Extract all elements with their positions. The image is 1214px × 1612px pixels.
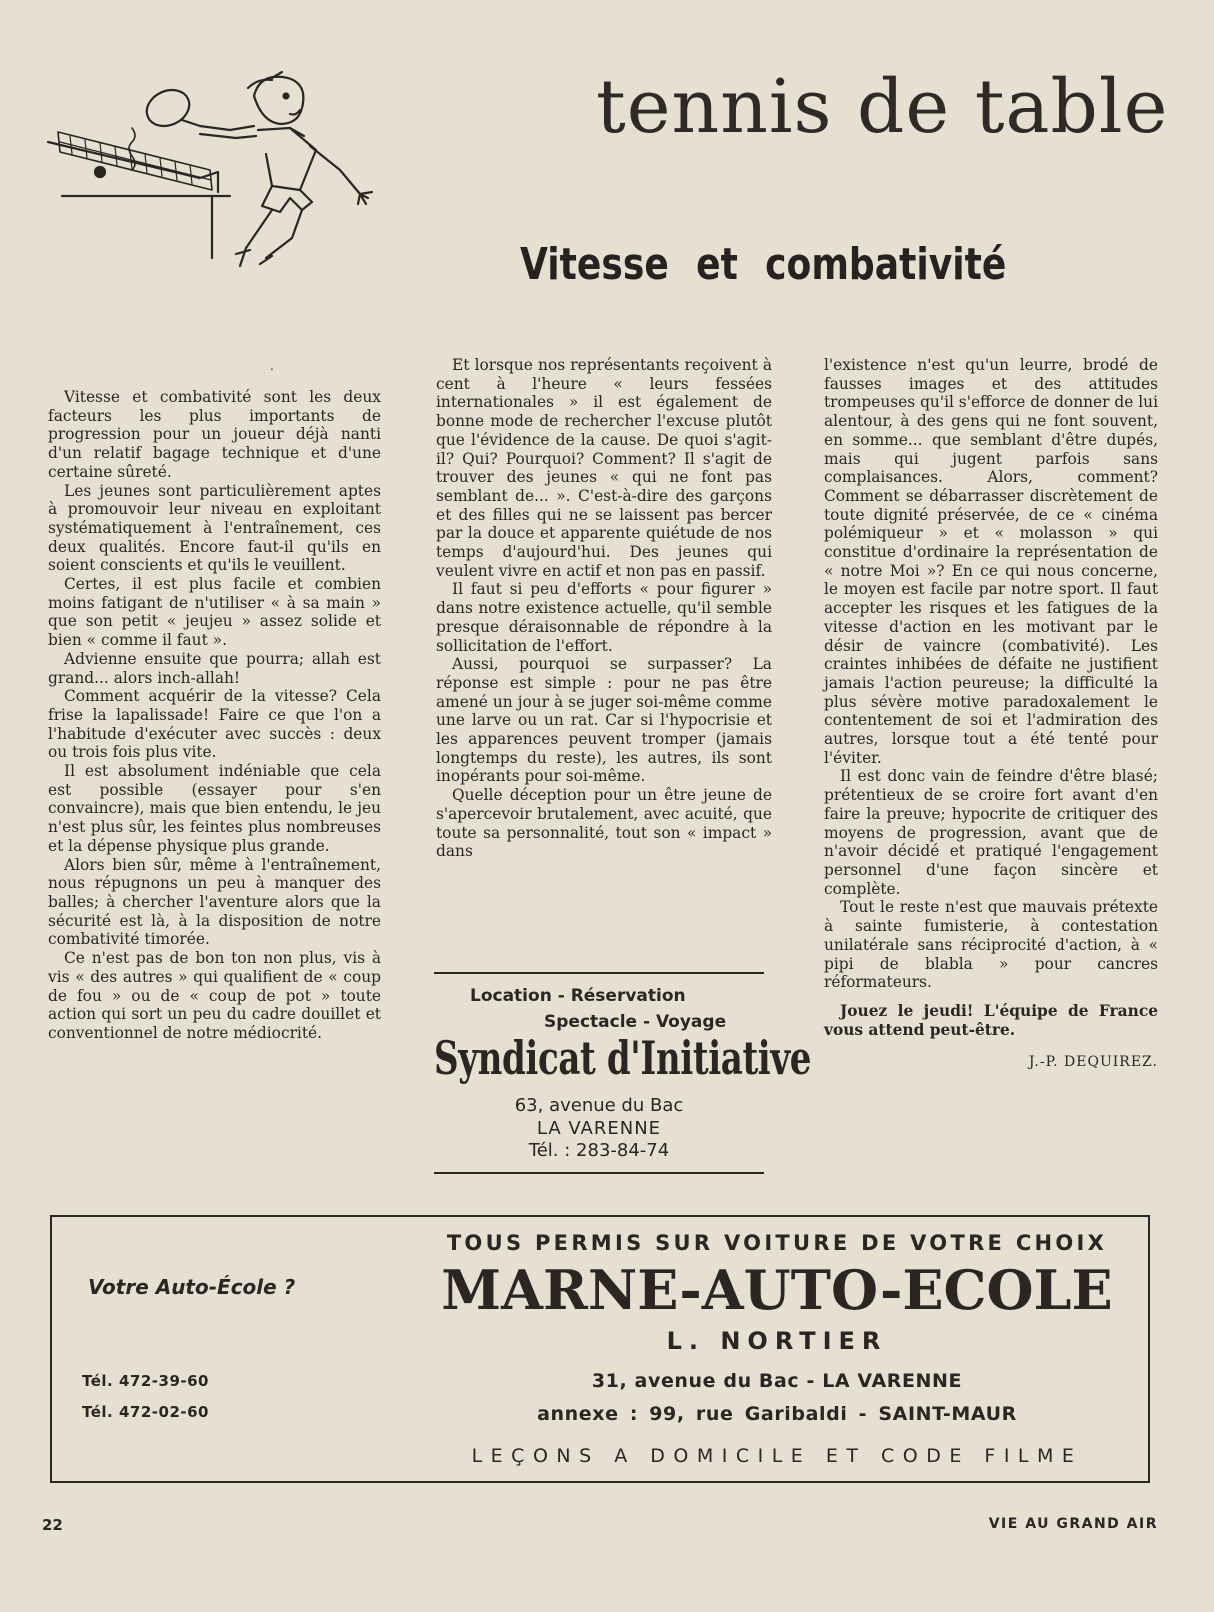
ad-brand: Syndicat d'Initiative <box>434 1031 812 1085</box>
ping-pong-player-illustration <box>40 70 390 270</box>
ad-phone-1: Tél. 472-39-60 <box>82 1372 209 1390</box>
ad-services-line-1: Location - Réservation <box>470 986 686 1006</box>
ad-phone-2: Tél. 472-02-60 <box>82 1403 209 1421</box>
magazine-name: VIE AU GRAND AIR <box>988 1516 1158 1532</box>
paragraph: Certes, il est plus facile et combien moins fatigant de n'utiliser « à sa main » que son petit « jeujeu » assez solide et bien « comme il faut ». <box>48 575 381 650</box>
closing-line: Jouez le jeudi! L'équipe de France vous attend peut-être. <box>824 1001 1158 1039</box>
article-column-3 <box>824 356 1158 1072</box>
ad-services-line-2: Spectacle - Voyage <box>544 1012 727 1032</box>
paragraph: Alors bien sûr, même à l'entraînement, nous répugnons un peu à manquer des balles; à chercher l'aventure alors que la sécurité est là, à la disposition de notre combativité timorée. <box>48 855 381 949</box>
ad-city: LA VARENNE <box>536 1118 662 1139</box>
ad-owner: L. NORTIER <box>666 1327 888 1355</box>
paragraph: Les jeunes sont particulièrement aptes à promouvoir leur niveau en exploitant systématiquement à l'entraînement, ces deux qualités. Encore faut-il qu'ils en soient conscients et qu'ils le veuillent. <box>48 481 381 575</box>
paragraph: Il est absolument indéniable que cela est possible (essayer pour s'en convaincre), mais que bien entendu, le jeu n'est plus sûr, les feintes plus nombreuses et la dépense physique plus grande. <box>48 762 381 855</box>
article-column-2 <box>436 356 772 861</box>
magazine-page: tennis de table Vitesse et combativité . Vitesse et combativité sont les deux facteurs les plus importants de progression pour un joueur déjà nanti d'un relatif bagage technique et d'une certaine sûreté. Les jeunes sont particulièrement aptes à promouvoir leur niveau en exploitant systématiquement à l'entraînement, ces deux qualités. Encore faut-il qu'ils en soient conscients et qu'ils le veuillent. Certes, il est plus facile et combien moins fatigant de n'utiliser « à sa main » que son petit « jeujeu » assez solide et bien « comme il faut ». Advienne ensuite que pourra; allah est grand... alors inch-allah! Comment acquérir de la vitesse? Cela frise la lapalissade! Faire ce que l'on a l'habitude d'exécuter avec succès : deux ou trois fois plus vite. Il est absolument indéniable que cela est possible (essayer pour s'en convaincre), mais que bien entendu, le jeu n'est plus sûr, les feintes plus nombreuses et la dépense physique plus grande. Alors bien sûr, même à l'entraînement, nous répugnons un peu à manquer des balles; à chercher l'aventure alors que la sécurité est là, à la disposition de notre combativité timorée. Ce n'est pas de bon ton non plus, vis à vis « des autres » qui qualifient de « coup de fou » ou de « coup de pot » toute action qui sort un peu du cadre douillet et conventionnel de notre médiocrité. Et lorsque nos représentants reçoivent à cent à l'heure « leurs fessées internationales » il est également de bonne mode de rechercher l'excuse plutôt que l'évidence de la cause. De quoi s'agit-il? Qui? Pourquoi? Comment? Il s'agit de trouver des jeunes « qui ne font pas semblant de... ». C'est-à-dire des garçons et des filles qui ne se laissent pas bercer par la douce et apparente quiétude de nos temps d'aujourd'hui. Des jeunes qui veulent vivre en actif et non pas en passif. Il faut si peu d'efforts « pour figurer » dans notre existence actuelle, qu'il semble presque déraisonnable de répondre à la sollicitation de l'effort. Aussi, pourquoi se surpasser? La réponse est simple : pour ne pas être amené un jour à se juger soi-même comme une larve ou un rat. Car si l'hypocrisie et les apparences peuvent tromper (jamais longtemps du reste), les autres, ils sont inopérants pour soi-même. Quelle déception pour un être jeune de s'apercevoir brutalement, avec acuité, que toute sa personnalité, tout son « impact » dans l'existence n'est qu'un leurre, brodé de fausses images et des attitudes trompeuses qu'il s'efforce de donner de lui alentour, à des gens qui ne font souvent, en somme... que semblant d'être dupés, mais qui jugent parfois sans complaisances. Alors, comment? Comment se débarrasser discrètement de toute dignité préservée, de ce « cinéma polémiqueur » et « molasson » qui constitue d'ordinaire la représentation de « notre Moi »? En ce qui nous concerne, le moyen est facile par notre sport. Il faut accepter les risques et les fatigues de la vitesse d'action en les motivant par le désir de vaincre (combativité). Les craintes inhibées de défaite ne justifient jamais l'action peureuse; la difficulté la plus sévère motive paradoxalement le contentement de soi et l'admiration des autres, lorsque tout a été tenté pour l'éviter. Il est donc vain de feindre d'être blasé; prétentieux de se croire fort avant d'en faire la preuve; hypocrite de critiquer des moyens de progression, avant que de n'avoir décidé et pratiqué l'engagement personnel d'une façon sincère et complète. Tout le reste n'est que mauvais prétexte à sainte fumisterie, à contestation unilatérale sans réciprocité d'action, à « pipi de blabla » pour cancres réformateurs. Jouez le jeudi! L'équipe de France vous attend peut-être. J.-P. DEQUIREZ. Location - Réservation Spectacle - Voyage Syndicat d'Initiative 63, avenue du Bac LA VARENNE Tél. : 283-84-74 Votre Auto-École ? Tél. 472-39-60 Tél. 472-02-60 TOUS PERMIS SUR VOITURE DE VOTRE CHOIX MARNE-AUTO-ECOLE L. NORTIER 31, avenue du Bac - LA VARENNE annexe : 99, rue Garibaldi - SAINT-MAUR LEÇONS A DOMICILE ET CODE FILME 22 VIE AU GRAND AIR <box>0 0 1214 1612</box>
paragraph: Aussi, pourquoi se surpasser? La réponse est simple : pour ne pas être amené un jour à se juger soi-même comme une larve ou un rat. Car si l'hypocrisie et les apparences peuvent tromper (jamais longtemps du reste), les autres, ils sont inopérants pour soi-même. <box>436 655 772 786</box>
syndicat-initiative-ad <box>434 972 812 1172</box>
ad-brand: MARNE-AUTO-ECOLE <box>441 1258 1113 1322</box>
paragraph: l'existence n'est qu'un leurre, brodé de fausses images et des attitudes trompeuses qu'il s'efforce de donner de lui alentour, à des gens qui ne font souvent, en somme... que semblant d'être dupés, mais qui jugent parfois sans complaisances. Alors, comment? Comment se débarrasser discrètement de toute dignité préservée, de ce « cinéma polémiqueur » et « molasson » qui constitue d'ordinaire la représentation de « notre Moi »? En ce qui nous concerne, le moyen est facile par notre sport. Il faut accepter les risques et les fatigues de la vitesse d'action en les motivant par le désir de vaincre (combativité). Les craintes inhibées de défaite ne justifient jamais l'action peureuse; la difficulté la plus sévère motive paradoxalement le contentement de soi et l'admiration des autres, lorsque tout a été tenté pour l'éviter. <box>824 356 1158 767</box>
ad-address: 31, avenue du Bac - LA VARENNE <box>591 1370 963 1392</box>
article-column-1 <box>48 388 381 1043</box>
ad-bottom-line: LEÇONS A DOMICILE ET CODE FILME <box>471 1445 1083 1467</box>
author-signature: J.-P. DEQUIREZ. <box>1028 1054 1158 1071</box>
paragraph: Comment acquérir de la vitesse? Cela frise la lapalissade! Faire ce que l'on a l'habitude d'exécuter avec succès : deux ou trois fois plus vite. <box>48 687 381 762</box>
ad-phone: Tél. : 283-84-74 <box>528 1140 670 1161</box>
paragraph: Quelle déception pour un être jeune de s'apercevoir brutalement, avec acuité, que toute sa personnalité, tout son « impact » dans <box>436 786 772 861</box>
paragraph: Ce n'est pas de bon ton non plus, vis à vis « des autres » qui qualifient de « coup de fou » ou de « coup de pot » toute action qui sort un peu du cadre douillet et conventionnel de notre médiocrité. <box>48 949 381 1042</box>
paragraph: Il est donc vain de feindre d'être blasé; prétentieux de se croire fort avant d'en faire la preuve; hypocrite de critiquer des moyens de progression, avant que de n'avoir décidé et pratiqué l'engagement personnel d'une façon sincère et complète. <box>824 767 1158 898</box>
article-headline: Vitesse et combativité <box>520 239 1007 290</box>
paragraph: Advienne ensuite que pourra; allah est grand... alors inch-allah! <box>48 649 381 687</box>
ad-tagline: TOUS PERMIS SUR VOITURE DE VOTRE CHOIX <box>446 1231 1108 1255</box>
paragraph: Vitesse et combativité sont les deux facteurs les plus importants de progression pour un joueur déjà nanti d'un relatif bagage technique et d'une certaine sûreté. <box>48 388 381 481</box>
ad-question: Votre Auto-École ? <box>88 1275 296 1299</box>
auto-ecole-ad <box>50 1215 1150 1483</box>
ad-address: 63, avenue du Bac <box>514 1095 684 1116</box>
page-number: 22 <box>42 1516 63 1534</box>
paragraph: Et lorsque nos représentants reçoivent à cent à l'heure « leurs fessées internationales » il est également de bonne mode de rechercher l'excuse plutôt que l'évidence de la cause. De quoi s'agit-il? Qui? Pourquoi? Comment? Il s'agit de trouver des jeunes « qui ne font pas semblant de... ». C'est-à-dire des garçons et des filles qui ne se laissent pas bercer par la douce et apparente quiétude de nos temps d'aujourd'hui. Des jeunes qui veulent vivre en actif et non pas en passif. <box>436 356 772 580</box>
paragraph: Tout le reste n'est que mauvais prétexte à sainte fumisterie, à contestation unilatérale sans réciprocité d'action, à « pipi de blabla » pour cancres réformateurs. <box>824 898 1158 992</box>
ad-annex-address: annexe : 99, rue Garibaldi - SAINT-MAUR <box>537 1403 1017 1425</box>
paragraph: Il faut si peu d'efforts « pour figurer » dans notre existence actuelle, qu'il semble presque déraisonnable de répondre à la sollicitation de l'effort. <box>436 580 772 655</box>
section-title: tennis de table <box>596 64 1169 150</box>
